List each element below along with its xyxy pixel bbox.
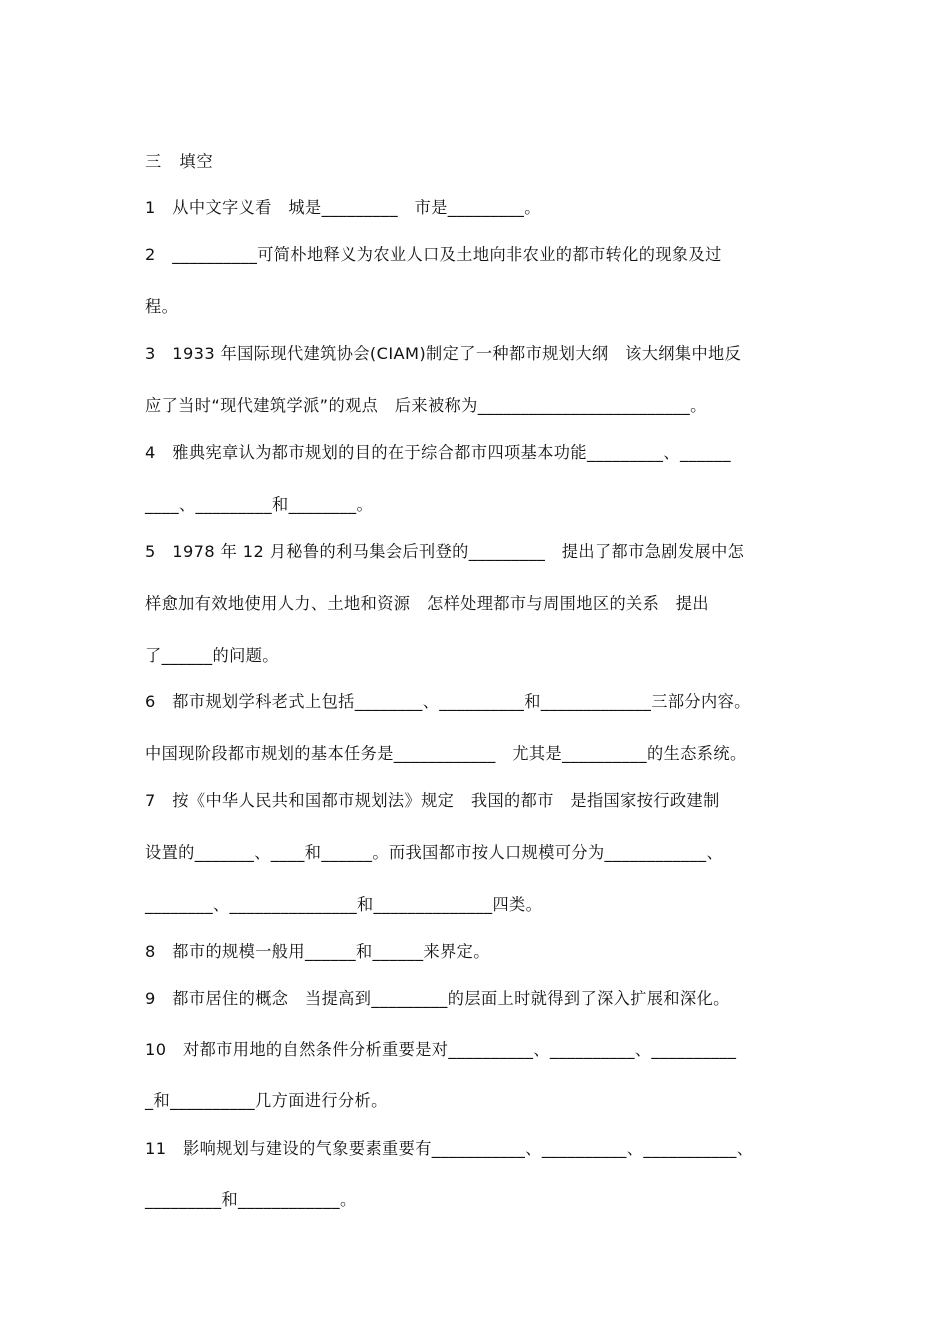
q3-line-1: 3 1933 年国际现代建筑协会(CIAM)制定了一种都市规划大纲 该大纲集中地反 <box>145 344 742 363</box>
q5-line-3: 了______的问题。 <box>145 646 279 665</box>
q8-line: 8 都市的规模一般用______和______来界定。 <box>145 942 490 961</box>
q2-line-1: 2 __________可简朴地释义为农业人口及土地向非农业的都市转化的现象及过 <box>145 245 722 264</box>
q1-line: 1 从中文字义看 城是_________ 市是_________。 <box>145 198 541 217</box>
q5-line-2: 样愈加有效地使用人力、土地和资源 怎样处理都市与周围地区的关系 提出 <box>145 594 709 613</box>
q11-line-1: 11 影响规划与建设的气象要素重要有___________、__________、___________、 <box>145 1139 754 1158</box>
q4-line-2: ____、_________和________。 <box>145 495 374 514</box>
q6-line-2: 中国现阶段都市规划的基本任务是____________ 尤其是__________的生态系统。 <box>145 744 747 763</box>
q4-line-1: 4 雅典宪章认为都市规划的目的在于综合都市四项基本功能_________、______ <box>145 443 731 462</box>
q3-line-2: 应了当时“现代建筑学派”的观点 后来被称为_________________________。 <box>145 396 707 415</box>
q10-line-1: 10 对都市用地的自然条件分析重要是对__________、__________、__________ <box>145 1040 737 1059</box>
q2-line-2: 程。 <box>145 297 179 316</box>
q11-line-2: _________和____________。 <box>145 1190 357 1209</box>
q6-line-1: 6 都市规划学科老式上包括________、__________和_____________三部分内容。 <box>145 692 751 711</box>
section-title: 三 填空 <box>145 152 214 171</box>
q7-line-1: 7 按《中华人民共和国都市规划法》规定 我国的都市 是指国家按行政建制 <box>145 791 720 810</box>
q9-line: 9 都市居住的概念 当提高到_________的层面上时就得到了深入扩展和深化。 <box>145 989 730 1008</box>
q7-line-3: ________、_______________和______________四类。 <box>145 895 543 914</box>
q5-line-1: 5 1978 年 12 月秘鲁的利马集会后刊登的_________ 提出了都市急剧发展中怎 <box>145 542 745 561</box>
q10-line-2: _和__________几方面进行分析。 <box>145 1091 388 1110</box>
q7-line-2: 设置的_______、____和______。而我国都市按人口规模可分为____________、 <box>145 843 724 862</box>
